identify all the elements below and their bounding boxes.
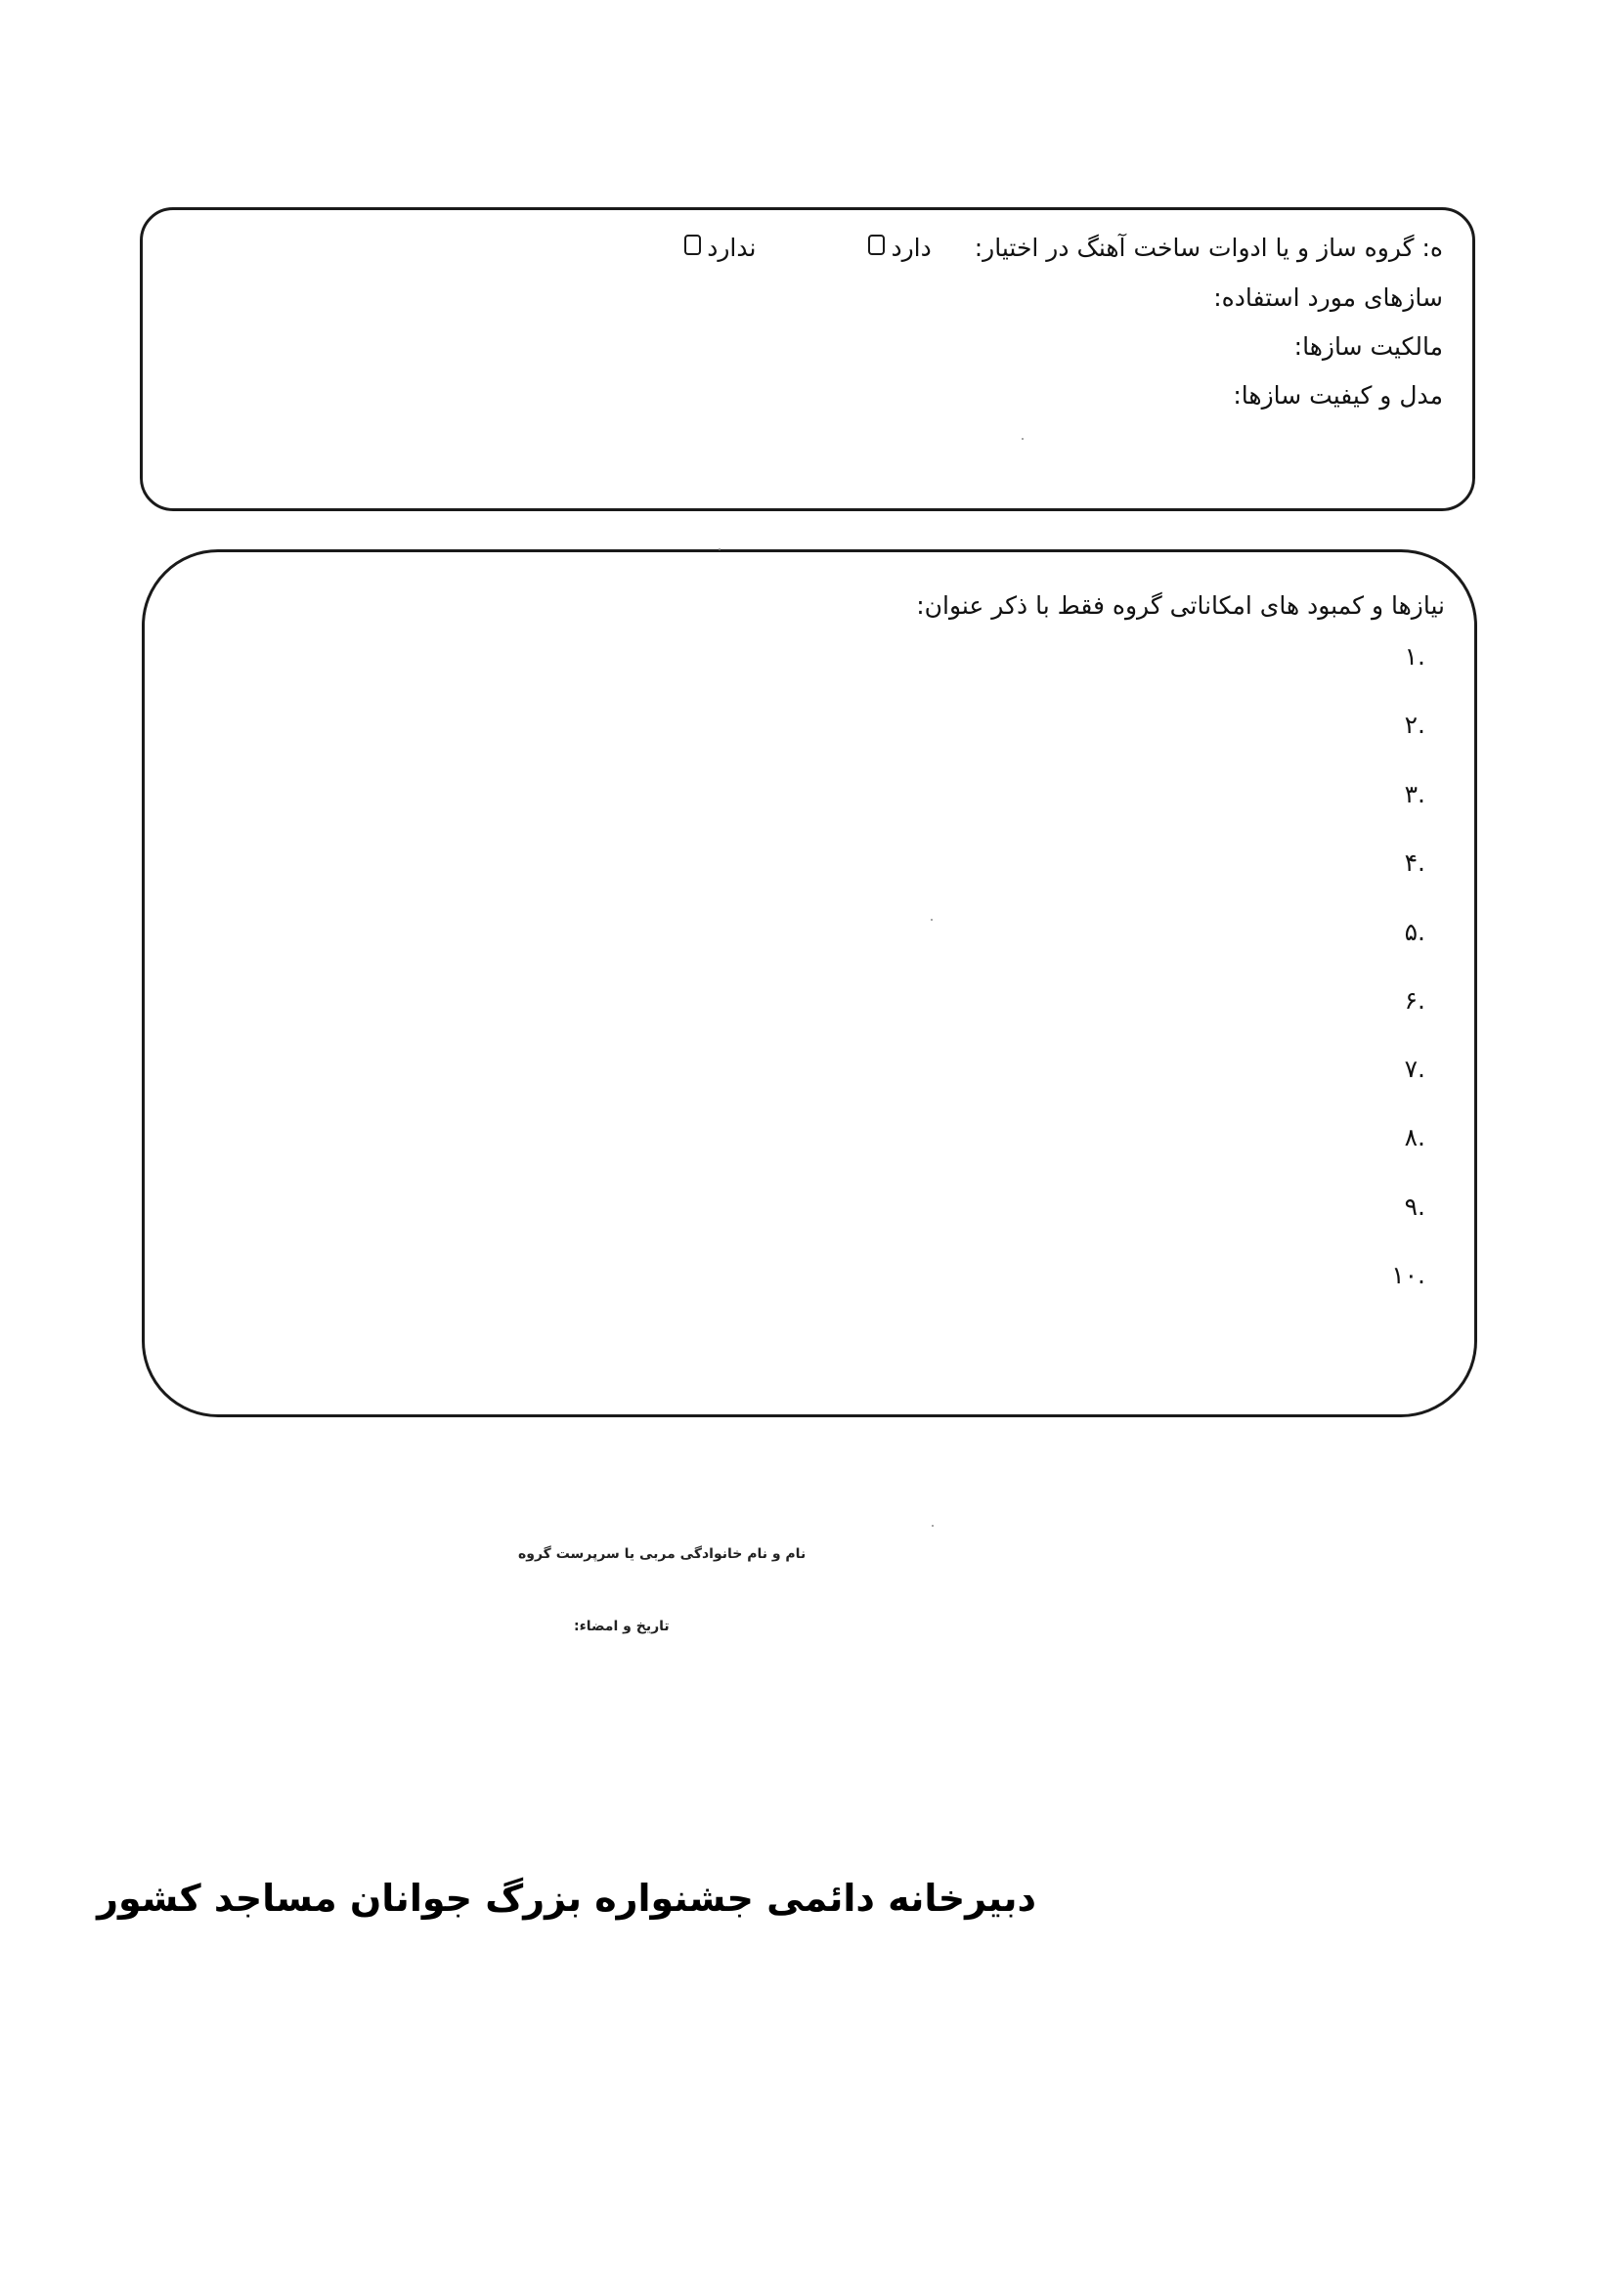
needs-list-item: .۷ [1404, 1055, 1425, 1083]
option-has-label: دارد [891, 234, 932, 262]
needs-list-item: .۱ [1404, 642, 1425, 671]
scan-speck [719, 548, 721, 550]
instruments-section-box [140, 207, 1475, 511]
date-signature-label: تاریخ و امضاء: [574, 1619, 670, 1634]
option-has-not[interactable] [684, 232, 756, 265]
scan-speck [1022, 438, 1024, 440]
needs-list-item: .۲ [1404, 711, 1425, 739]
ownership-label: مالکیت سازها: [1293, 332, 1443, 361]
option-has-not-checkbox[interactable] [684, 235, 701, 255]
coach-name-label: نام و نام خانوادگی مربی یا سرپرست گروه [518, 1546, 807, 1562]
instruments-availability-label: ه: گروه ساز و یا ادوات ساخت آهنگ در اختیار: [974, 234, 1443, 262]
needs-title: نیازها و کمبود های امکاناتی گروه فقط با ذکر عنوان: [916, 591, 1445, 620]
option-has-not-label: ندارد [707, 234, 757, 262]
needs-list-item: .۱۰ [1391, 1261, 1425, 1289]
needs-list-item: .۶ [1404, 986, 1425, 1015]
needs-list-item: .۳ [1404, 780, 1425, 808]
scan-speck [931, 919, 933, 921]
needs-list-item: .۴ [1404, 848, 1425, 877]
instruments-availability-row [172, 232, 1443, 265]
needs-list-item: .۸ [1404, 1123, 1425, 1151]
model-quality-label: مدل و کیفیت سازها: [1233, 381, 1443, 410]
instruments-used-label: سازهای مورد استفاده: [1213, 283, 1443, 312]
needs-list-item: .۵ [1404, 918, 1425, 946]
option-has-checkbox[interactable] [868, 235, 885, 255]
organization-title: دبیرخانه دائمی جشنواره بزرگ جوانان مساجد کشور [97, 1877, 1036, 1920]
scan-speck [932, 1525, 934, 1527]
needs-list-item: .۹ [1404, 1192, 1425, 1221]
needs-section-box [142, 549, 1477, 1417]
option-has[interactable] [868, 232, 931, 265]
